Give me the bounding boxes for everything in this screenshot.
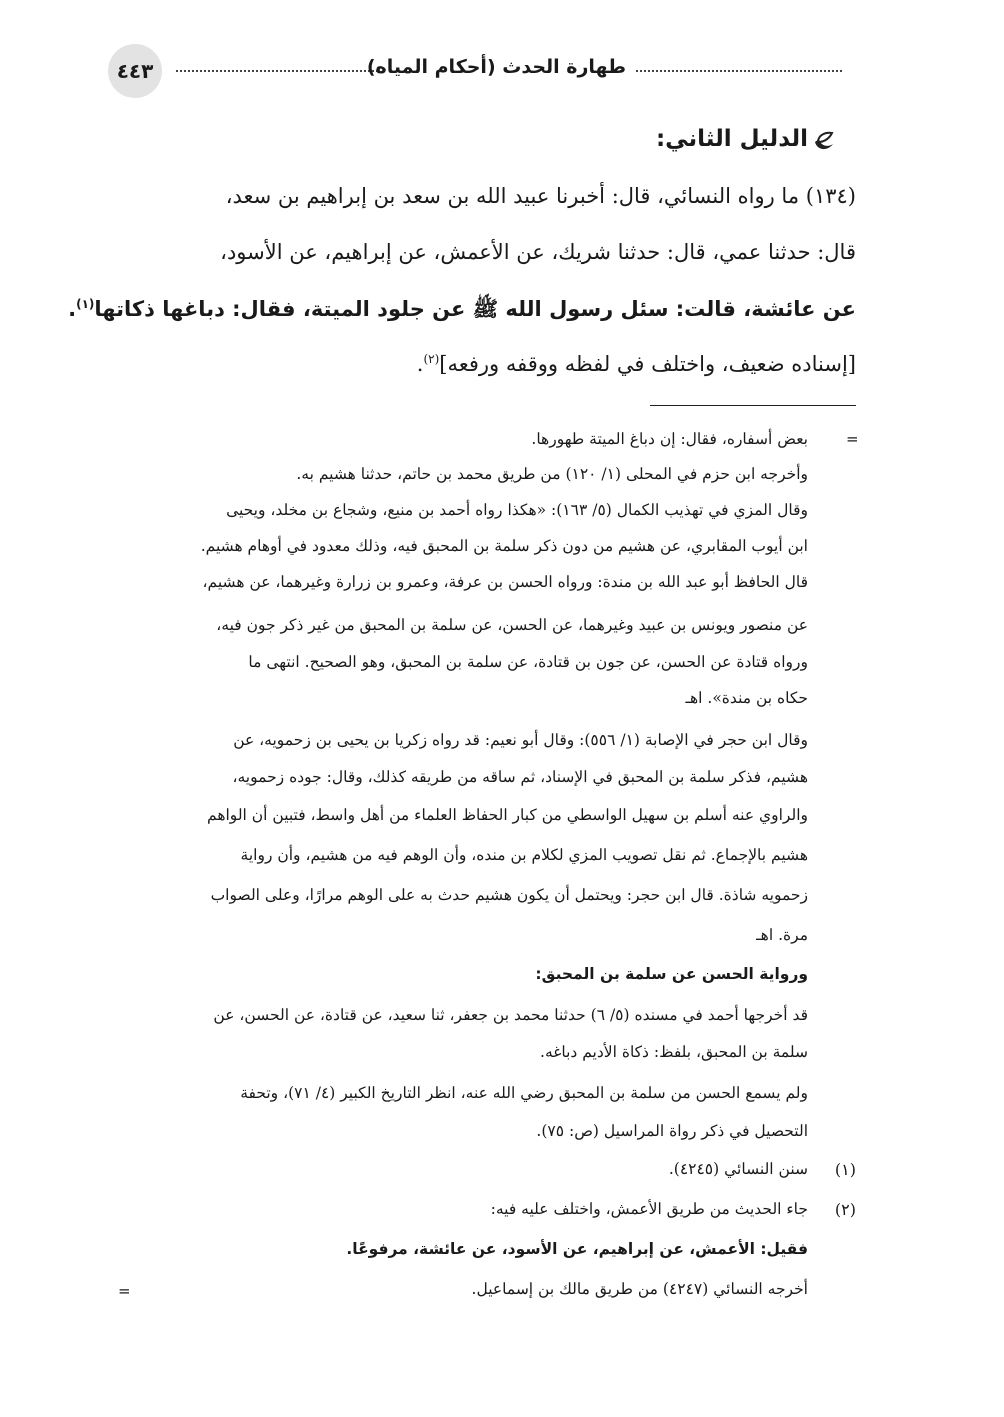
footnote-line: ولم يسمع الحسن من سلمة بن المحبق رضي الله عنه، انظر التاريخ الكبير (٤/ ٧١)، وتحفة	[240, 1084, 808, 1102]
footnote-line: زحمويه شاذة. قال ابن حجر: ويحتمل أن يكون هشيم حدث به على الوهم مرارًا، وعلى الصواب	[210, 886, 808, 904]
page-end-mark: =	[118, 1282, 131, 1300]
footnote-line: والراوي عنه أسلم بن سهيل الواسطي من كبار الحفاظ العلماء من أهل واسط، فتبين أن الواهم	[207, 806, 808, 824]
footnote-line: وقال ابن حجر في الإصابة (١/ ٥٥٦): وقال أبو نعيم: قد رواه زكريا بن يحيى بن زحمويه، عن	[233, 731, 808, 749]
footnote-separator	[650, 405, 856, 406]
page-number: ٤٤٣	[116, 59, 154, 83]
footnote-line: مرة. اهـ	[756, 926, 808, 944]
footnote-line: هشيم بالإجماع. ثم نقل تصويب المزي لكلام بن منده، وأن الوهم فيه من هشيم، وأن رواية	[240, 846, 808, 864]
footnote-line: هشيم، فذكر سلمة بن المحبق في الإسناد، ثم ساقه من طريقه كذلك، وقال: جوده زحمويه،	[232, 768, 808, 786]
footnote-line: قال الحافظ أبو عبد الله بن مندة: ورواه الحسن بن عرفة، وعمرو بن زرارة وغيرهما، عن هشيم،	[202, 573, 808, 591]
footnote-line: سلمة بن المحبق، بلفظ: ذكاة الأديم دباغه.	[540, 1043, 808, 1061]
continuation-mark: =	[846, 430, 859, 448]
footnote-bold-line: فقيل: الأعمش، عن إبراهيم، عن الأسود، عن عائشة، مرفوعًا.	[346, 1240, 808, 1258]
hadith-line: عن عائشة، قالت: سئل رسول الله ﷺ عن جلود الميتة، فقال: دباغها ذكاتها	[94, 297, 856, 321]
footnote-line: قد أخرجها أحمد في مسنده (٥/ ٦) حدثنا محمد بن جعفر، ثنا سعيد، عن قتادة، عن الحسن، عن	[213, 1006, 808, 1024]
footnote-line: بعض أسفاره، فقال: إن دباغ الميتة طهورها.	[531, 430, 808, 448]
hadith-text	[68, 296, 856, 327]
body-line-2: قال: حدثنا عمي، قال: حدثنا شريك، عن الأعمش، عن إبراهيم، عن الأسود،	[220, 240, 856, 264]
footnote-line: ورواه قتادة عن الحسن، عن جون بن قتادة، عن سلمة بن المحبق، وهو الصحيح. انتهى ما	[248, 653, 808, 671]
footnote-ref-1[interactable]: (١)	[76, 297, 95, 311]
footnote-ref-2[interactable]: (٢)	[423, 352, 440, 366]
footnote-line: ابن أيوب المقابري، عن هشيم من دون ذكر سلمة بن المحبق فيه، وذلك معدود في أوهام هشيم.	[200, 537, 808, 555]
leaf-bullet-icon	[812, 130, 836, 154]
footnote-line: وأخرجه ابن حزم في المحلى (١/ ١٢٠) من طريق محمد بن حاتم، حدثنا هشيم به.	[296, 465, 808, 483]
section-heading: الدليل الثاني:	[655, 126, 808, 152]
footnote-line: وقال المزي في تهذيب الكمال (٥/ ١٦٣): «هكذا رواه أحمد بن منيع، وشجاع بن مخلد، ويحيى	[226, 501, 808, 519]
body-line-1: (١٣٤) ما رواه النسائي، قال: أخبرنا عبيد الله بن سعد بن إبراهيم بن سعد،	[225, 184, 856, 208]
footnote-subheading: ورواية الحسن عن سلمة بن المحبق:	[535, 965, 808, 983]
grading-text	[417, 352, 856, 376]
grading-line: [إسناده ضعيف، واختلف في لفظه ووقفه ورفعه]	[439, 352, 856, 376]
end-dot: .	[68, 297, 77, 321]
footnote-2-text: جاء الحديث من طريق الأعمش، واختلف عليه فيه:	[490, 1200, 808, 1218]
footnote-line: عن منصور ويونس بن عبيد وغيرهما، عن الحسن، عن سلمة بن المحبق من غير ذكر جون فيه،	[216, 616, 808, 634]
header-dotted-rule-right	[636, 70, 842, 72]
footnote-line: التحصيل في ذكر رواة المراسيل (ص: ٧٥).	[536, 1122, 808, 1140]
end-dot-2: .	[416, 352, 424, 376]
footnote-number-2: (٢)	[834, 1200, 856, 1219]
footnote-last-line: أخرجه النسائي (٤٢٤٧) من طريق مالك بن إسماعيل.	[471, 1280, 808, 1298]
running-title: طهارة الحدث (أحكام المياه)	[366, 56, 626, 78]
header-dotted-rule-left	[176, 70, 378, 72]
footnote-line: حكاه بن مندة». اهـ	[685, 689, 808, 707]
footnote-number-1: (١)	[834, 1160, 856, 1179]
footnote-1-text: سنن النسائي (٤٢٤٥).	[668, 1160, 808, 1178]
